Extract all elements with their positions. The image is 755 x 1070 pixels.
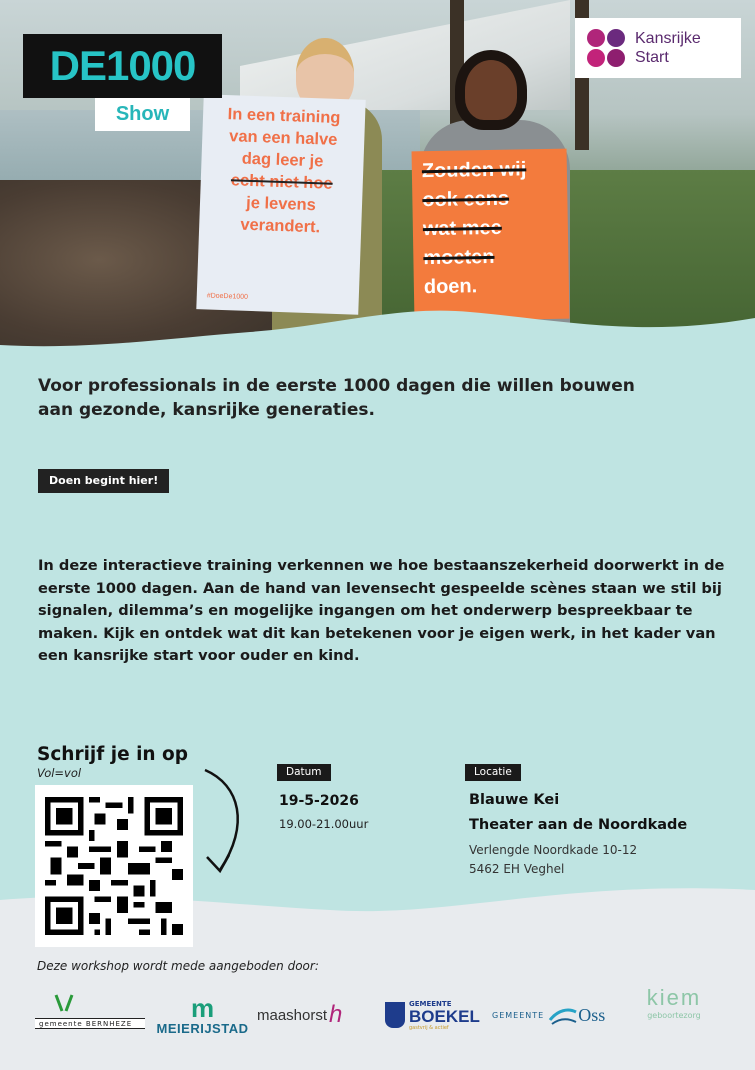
- sign-white-line: van een halve: [228, 127, 338, 149]
- headline: Voor professionals in de eerste 1000 dagen die willen bouwen aan gezonde, kansrijke generaties.: [38, 376, 635, 420]
- logo-bernheze: [35, 985, 145, 1045]
- logo-meierijstad: [155, 985, 250, 1045]
- event-time: 19.00-21.00uur: [279, 817, 369, 831]
- sign-white-line: verandert.: [240, 215, 321, 237]
- arrow-icon: [195, 765, 255, 885]
- partners-intro: Deze workshop wordt mede aangeboden door:: [37, 959, 319, 973]
- show-badge-text: Show: [115, 103, 170, 125]
- sign-white: [196, 94, 365, 315]
- logo-boekel: [385, 985, 480, 1045]
- sign-white-hashtag: #DoeDe1000: [206, 292, 249, 301]
- show-badge: [95, 98, 190, 131]
- clover-icon: [587, 29, 625, 67]
- boekel-prefix: GEMEENTE: [409, 999, 452, 1008]
- meierijstad-mark-icon: m: [190, 992, 215, 1023]
- kansrijke-start-line1: Kansrijke: [635, 30, 701, 47]
- sign-white-line: In een training: [227, 105, 341, 128]
- venue-street: Verlengde Noordkade 10-12: [469, 843, 638, 857]
- de1000-logo-text: DE1000: [49, 42, 196, 89]
- date-label: Datum: [277, 764, 331, 781]
- kiem-subtitle: geboortezorg: [647, 1011, 701, 1020]
- bernheze-leaf-icon: [53, 993, 75, 1015]
- oss-prefix: GEMEENTE: [492, 1010, 545, 1020]
- body-paragraph: In deze interactieve training verkennen we hoe bestaanszekerheid doorwerkt in de eerste 1000 dagen. Aan de hand van levensecht gespeelde scènes staan we stil bij signalen, dilemma’s en mogelijke ingangen om het onderwerp bespreekbaar te maken. Kijk en ontdek wat dit kan betekenen voor je eigen werk, in het kader van een kansrijke start voor ouder en kind.: [38, 557, 725, 665]
- signup-subtitle: Vol=vol: [37, 766, 82, 780]
- meierijstad-text: MEIERIJSTAD: [156, 1020, 249, 1036]
- maashorst-text: maashorst: [257, 1006, 328, 1024]
- boekel-shield-icon: [385, 1002, 405, 1028]
- sign-orange-strike-line: wat mee: [422, 216, 503, 241]
- kansrijke-start-line2: Start: [635, 49, 669, 66]
- person-right-head: [455, 50, 527, 130]
- de1000-logo: [23, 34, 222, 98]
- sign-orange-strike-line: moeten: [423, 245, 495, 270]
- venue-theater: Theater aan de Noordkade: [469, 817, 688, 833]
- boekel-tagline: gastvrij & actief: [409, 1024, 449, 1031]
- sign-orange-line: doen.: [423, 275, 478, 299]
- oss-text: Oss: [578, 1004, 606, 1025]
- logo-kiem: [634, 985, 714, 1045]
- logo-maashorst: [257, 985, 362, 1045]
- venue-name: Blauwe Kei: [469, 792, 560, 808]
- boekel-text: BOEKEL: [409, 1006, 480, 1026]
- kansrijke-start-logo: [575, 18, 741, 78]
- oss-swoosh-icon: [548, 1002, 578, 1028]
- location-label: Locatie: [465, 764, 521, 781]
- sign-orange-strike-line: Zouden wij: [421, 158, 527, 183]
- qr-code-icon: [45, 795, 183, 937]
- logo-oss: [492, 985, 617, 1045]
- sign-white-line: je levens: [245, 193, 317, 215]
- event-date: 19-5-2026: [279, 793, 359, 809]
- qr-code[interactable]: [35, 785, 193, 947]
- bernheze-text: gemeente BERNHEZE: [39, 1020, 133, 1028]
- cta-badge: Doen begint hier!: [38, 469, 169, 493]
- venue-postcode: 5462 EH Veghel: [469, 862, 565, 876]
- signup-title: Schrijf je in op: [37, 744, 188, 765]
- maashorst-mark-icon: h: [329, 1001, 343, 1028]
- sign-orange-strike-line: ook eens: [422, 187, 510, 212]
- sign-white-strike-word: echt niet hoe: [230, 171, 333, 193]
- sign-white-line: dag leer je: [241, 149, 324, 171]
- kiem-text: kiem: [646, 985, 702, 1010]
